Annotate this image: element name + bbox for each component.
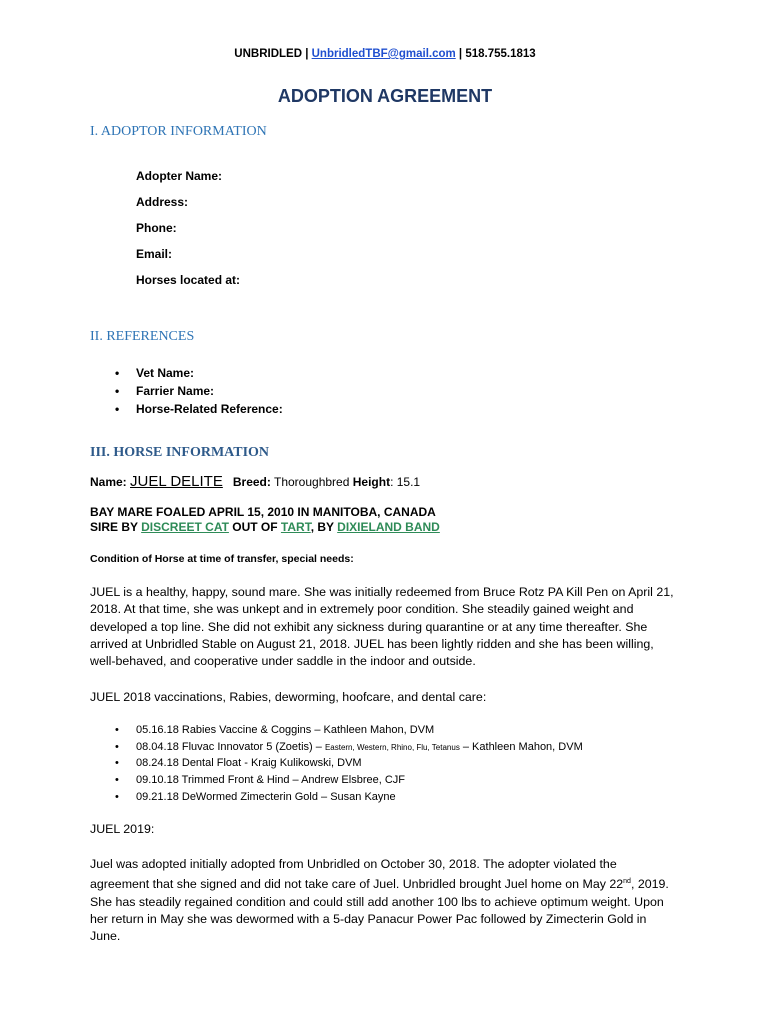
section-heading-horse: III. HORSE INFORMATION	[90, 445, 270, 460]
horse-info-line	[90, 473, 420, 490]
vaccination-item	[115, 757, 362, 769]
vaccination-intro: JUEL 2018 vaccinations, Rabies, deworming, hoofcare, and dental care:	[90, 690, 487, 704]
field-email: Email:	[136, 247, 173, 261]
field-adopter-name: Adopter Name:	[136, 169, 223, 183]
height-label: Height	[352, 475, 391, 489]
document-title: ADOPTION AGREEMENT	[277, 86, 493, 106]
horse-name: JUEL DELITE	[130, 473, 223, 490]
damsire-link[interactable]: DIXIELAND BAND	[337, 520, 440, 534]
separator: |	[302, 48, 312, 60]
vaccination-item	[115, 774, 405, 786]
separator: |	[455, 48, 466, 60]
org-name: UNBRIDLED	[234, 48, 303, 60]
section-heading-adoptor: I. ADOPTOR INFORMATION	[90, 124, 267, 139]
bay-line: BAY MARE FOALED APRIL 15, 2010 IN MANITOBA, CANADA	[90, 505, 436, 519]
bullet-icon: •	[115, 774, 119, 786]
reference-label: Farrier Name:	[136, 384, 215, 398]
vaccine-strains: Eastern, Western, Rhino, Flu, Tetanus	[324, 743, 460, 752]
sire-prefix: SIRE BY	[90, 520, 142, 534]
field-phone: Phone:	[136, 221, 177, 235]
reference-label: Vet Name:	[136, 366, 195, 380]
reference-item	[115, 366, 194, 380]
bullet-icon: •	[115, 402, 120, 416]
vaccination-item	[115, 791, 396, 803]
field-horses-located: Horses located at:	[136, 273, 241, 287]
bullet-icon: •	[115, 757, 119, 769]
condition-paragraph: JUEL is a healthy, happy, sound mare. She was initially redeemed from Bruce Rotz PA Kill Pen on April 21, 2018. At that time, she was unkept and in extremely poor condition. She steadily gained weight and developed a top line. She did not exhibit any sickness during quarantine or at any time thereafter. She arrived at Unbridled Stable on August 21, 2018. JUEL has been lightly ridden and she has been willing, well-behaved, and cooperative under saddle in the indoor and outside.	[90, 585, 674, 669]
history-paragraph	[90, 856, 675, 946]
breed-value: Thoroughbred	[274, 475, 350, 489]
history-text: , 2019. She has steadily regained condition and could still add another 100 lbs to achieve optimum weight. Upon her return in May she was dewormed with a 5-day Panacur Power Pac followed by Zimecterin Gold in June.	[90, 877, 669, 944]
vaccination-vet: – Kathleen Mahon, DVM	[459, 741, 583, 753]
height-value: : 15.1	[390, 475, 421, 489]
vaccination-text: 09.21.18 DeWormed Zimecterin Gold – Susan Kayne	[136, 791, 396, 803]
phone-number: 518.755.1813	[465, 48, 536, 60]
dam-link[interactable]: TART	[280, 520, 311, 534]
bullet-icon: •	[115, 791, 119, 803]
sire-line	[90, 520, 440, 534]
reference-item	[115, 384, 214, 398]
section-heading-references: II. REFERENCES	[90, 329, 195, 344]
condition-label: Condition of Horse at time of transfer, special needs:	[90, 553, 354, 565]
vaccination-text: 05.16.18 Rabies Vaccine & Coggins – Kathleen Mahon, DVM	[136, 724, 435, 736]
sire-link[interactable]: DISCREET CAT	[141, 520, 229, 534]
vaccination-text: 08.24.18 Dental Float - Kraig Kulikowski, DVM	[136, 757, 362, 769]
vaccination-text: 09.10.18 Trimmed Front & Hind – Andrew Elsbree, CJF	[136, 774, 406, 786]
history-text: Juel was adopted initially adopted from Unbridled on October 30, 2018. The adopter violated the agreement that she signed and did not take care of Juel. Unbridled brought Juel home on May 22	[90, 857, 624, 892]
bullet-icon: •	[115, 384, 120, 398]
name-label: Name:	[90, 475, 127, 489]
bullet-icon: •	[115, 724, 119, 736]
vaccination-item	[115, 724, 434, 736]
by-text: , BY	[310, 520, 338, 534]
ordinal-suffix: nd	[623, 878, 631, 886]
field-address: Address:	[136, 195, 189, 209]
reference-item	[115, 402, 283, 416]
reference-label: Horse-Related Reference:	[136, 402, 283, 416]
breed-label: Breed:	[232, 475, 271, 489]
vaccination-text: 08.04.18 Fluvac Innovator 5 (Zoetis) –	[136, 741, 325, 753]
year-2019-heading: JUEL 2019:	[90, 822, 155, 836]
email-link[interactable]: UnbridledTBF@gmail.com	[311, 48, 456, 60]
vaccination-item	[115, 741, 583, 753]
letterhead	[0, 48, 770, 60]
bullet-icon: •	[115, 366, 120, 380]
bullet-icon: •	[115, 741, 119, 753]
out-of-text: OUT OF	[228, 520, 281, 534]
